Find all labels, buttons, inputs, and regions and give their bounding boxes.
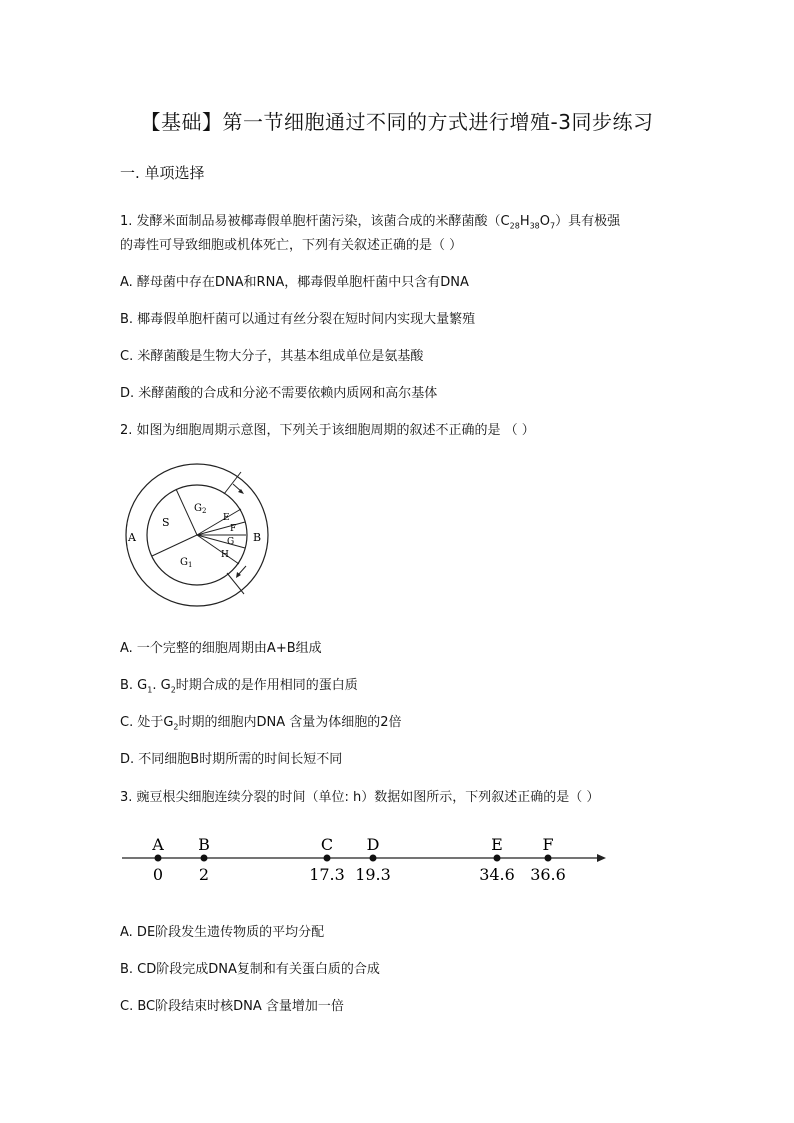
q3-option-c: C. BC阶段结束时核DNA 含量增加一倍: [120, 999, 344, 1014]
timeline-value-c: 17.3: [309, 865, 345, 884]
label-g: G: [227, 537, 235, 547]
q1-sub3: 7: [550, 221, 556, 231]
q2-optc-b: 时期的细胞内DNA 含量为体细胞的2倍: [178, 715, 402, 730]
label-f: F: [230, 524, 237, 534]
q1-stem-line1: [120, 210, 620, 231]
q1-sub2: 38: [529, 221, 540, 231]
timeline-value-b: 2: [198, 865, 210, 884]
q3-option-b: B. CD阶段完成DNA复制和有关蛋白质的合成: [120, 962, 380, 977]
timeline-point-a: [155, 855, 162, 862]
timeline-label-b: B: [198, 835, 210, 854]
ring-boundary-bottom: [227, 573, 244, 594]
timeline-value-d: 19.3: [355, 865, 391, 884]
q2-optc-a: C. 处于G: [120, 715, 174, 730]
timeline-value-e: 34.6: [479, 865, 515, 884]
cell-cycle-diagram: [118, 460, 278, 610]
q1-stem-line2: 的毒性可导致细胞或机体死亡，下列有关叙述正确的是（ ）: [120, 238, 463, 253]
q2-stem: 2. 如图为细胞周期示意图，下列关于该细胞周期的叙述不正确的是 （ ）: [120, 423, 535, 438]
label-g1: $G_1$: [180, 557, 193, 569]
q2-option-a: A. 一个完整的细胞周期由A+B组成: [120, 641, 322, 656]
q2-option-d: D. 不同细胞B时期所需的时间长短不同: [120, 752, 343, 767]
timeline-label-d: D: [366, 835, 380, 854]
q1-option-d: D. 米酵菌酸的合成和分泌不需要依赖内质网和高尔基体: [120, 386, 438, 401]
q1-sub1: 28: [509, 221, 520, 231]
divider-e-f: [197, 522, 245, 535]
q2-optc-sub: 2: [173, 722, 179, 732]
q2-optb-b: . G: [152, 678, 171, 693]
time-axis-diagram: [118, 830, 613, 886]
q2-option-b: [120, 674, 358, 695]
q1-stem-a: 1. 发酵米面制品易被椰毒假单胞杆菌污染，该菌合成的米酵菌酸（C: [120, 214, 510, 229]
section-heading: 一. 单项选择: [120, 164, 205, 182]
q2-optb-a: B. G: [120, 678, 148, 693]
q2-option-c: [120, 711, 402, 732]
label-s: S: [162, 516, 170, 529]
timeline-value-f: 36.6: [530, 865, 566, 884]
ring-boundary-top: [224, 472, 241, 494]
label-a: A: [128, 531, 136, 544]
q1-stem-c: O: [539, 214, 551, 229]
q1-option-a: A. 酵母菌中存在DNA和RNA，椰毒假单胞杆菌中只含有DNA: [120, 275, 469, 290]
page-title: 【基础】第一节细胞通过不同的方式进行增殖-3同步练习: [140, 110, 654, 134]
label-b: B: [253, 531, 262, 544]
q1-option-c: C. 米酵菌酸是生物大分子，其基本组成单位是氨基酸: [120, 349, 424, 364]
q3-stem: 3. 豌豆根尖细胞连续分裂的时间（单位: h）数据如图所示，下列叙述正确的是（ ）: [120, 790, 600, 805]
q2-optb-c: 时期合成的是作用相同的蛋白质: [175, 678, 358, 693]
timeline-label-e: E: [491, 835, 503, 854]
timeline-point-f: [545, 855, 552, 862]
timeline-point-c: [324, 855, 331, 862]
q2-optb-sub2: 2: [170, 685, 176, 695]
timeline-point-e: [494, 855, 501, 862]
q1-stem-d: ）具有极强: [555, 214, 621, 229]
label-e: E: [223, 513, 230, 523]
timeline-label-a: A: [152, 835, 164, 854]
divider-s-g1: [152, 535, 197, 556]
q2-optb-sub1: 1: [147, 685, 153, 695]
divider-g-h: [197, 535, 245, 548]
q3-option-a: A. DE阶段发生遗传物质的平均分配: [120, 925, 325, 940]
timeline-label-c: C: [320, 835, 334, 854]
timeline-label-f: F: [542, 835, 554, 854]
q1-option-b: B. 椰毒假单胞杆菌可以通过有丝分裂在短时间内实现大量繁殖: [120, 312, 476, 327]
axis-arrowhead: [597, 854, 606, 862]
timeline-point-b: [201, 855, 208, 862]
q1-stem-b: H: [519, 214, 530, 229]
timeline-point-d: [370, 855, 377, 862]
timeline-value-a: 0: [152, 865, 164, 884]
label-g2: $G_2$: [194, 503, 207, 515]
label-h: H: [221, 550, 229, 560]
